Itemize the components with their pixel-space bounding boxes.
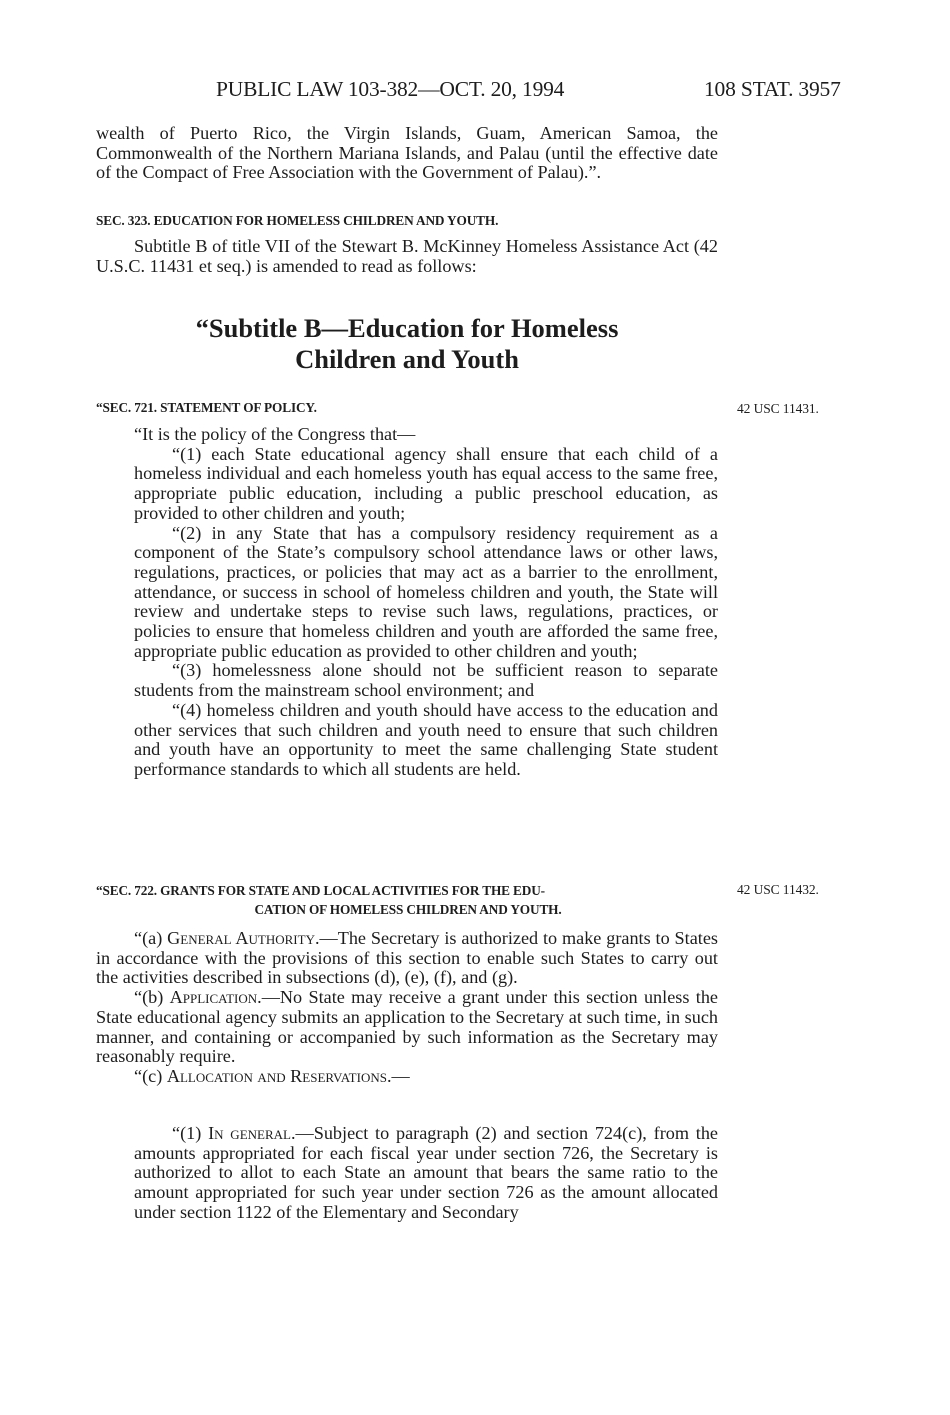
sec-721-heading: “SEC. 721. STATEMENT OF POLICY. — [96, 400, 317, 415]
sec-722-heading-line-2: CATION OF HOMELESS CHILDREN AND YOUTH. — [254, 902, 562, 917]
sec-722-body — [96, 929, 718, 1087]
sec-721-lead: “It is the policy of the Congress that— — [134, 424, 416, 444]
sec-722-c1-prefix: “(1) — [172, 1123, 209, 1143]
sec-722-heading — [96, 881, 720, 919]
intro-text: wealth of Puerto Rico, the Virgin Islands, Guam, American Samoa, the Commonwealth of the Northern Mariana Islands, and Palau (until the effective date of the Compact of Free Association with the Government of Palau).”. — [96, 123, 718, 183]
sec-722-margin-note: 42 USC 11432. — [737, 882, 819, 897]
sec-721-margin-note: 42 USC 11431. — [737, 401, 819, 416]
sec-722-c-caption: Allocation and Reservations — [166, 1065, 387, 1086]
sec-722-c1-text: .—Subject to paragraph (2) and section 724(c), from the amounts appropriated for each fiscal year under section 726, the Secretary is authorized to allot to each State an amount that bears the same ratio to the amount appropriated for such year under section 726 as the amount allocated under section 1122 of the Elementary and Secondary — [134, 1123, 719, 1222]
sec-721-item-2: “(2) in any State that has a compulsory residency requirement as a component of the State’s compulsory school attendance laws or other laws, regulations, practices, or policies that may act as a barrier to the enrollment, attendance, or success in school of homeless children and youth, the State will review and undertake steps to revise such laws, regulations, practices, or policies to ensure that homeless children and youth are afforded the same free, appropriate public education as provided to other children and youth; — [134, 522, 718, 661]
sec-721-body — [134, 425, 718, 780]
sec-722-c-text: .— — [386, 1065, 410, 1086]
intro-paragraph — [96, 124, 718, 183]
sec-722-paragraph-c1 — [134, 1124, 718, 1223]
sec-721-item-1: “(1) each State educational agency shall ensure that each child of a homeless individual and each homeless youth has equal access to the same free, appropriate public education, including a public preschool education, as provided to other children and youth; — [134, 443, 718, 523]
sec-722-subsection-b — [96, 988, 718, 1067]
sec-722-b-text: .—No State may receive a grant under this section unless the State educational agency submits an application to the Secretary at such time, in such manner, and containing or accompanied by such information as the Secretary may reasonably require. — [96, 987, 718, 1067]
sec-323-heading: SEC. 323. EDUCATION FOR HOMELESS CHILDREN AND YOUTH. — [96, 213, 499, 228]
sec-722-a-prefix: “(a) — [134, 928, 168, 948]
running-header-stat-page: 108 STAT. 3957 — [704, 77, 841, 101]
sec-722-c-prefix: “(c) — [134, 1065, 167, 1086]
sec-722-subsection-c — [96, 1067, 718, 1087]
running-header-title: PUBLIC LAW 103-382—OCT. 20, 1994 — [216, 77, 565, 101]
sec-722-c1-body — [134, 1124, 718, 1223]
sec-722-a-caption: General Authority — [167, 928, 315, 948]
sec-722-c1-caption: In general — [208, 1123, 291, 1143]
sec-721-item-4: “(4) homeless children and youth should have access to the education and other services that such children and youth need to ensure that such children and youth have an opportunity to meet the same challenging State student performance standards to which all students are held. — [134, 699, 718, 779]
sec-721-item-3: “(3) homelessness alone should not be sufficient reason to separate students from the mainstream school environment; and — [134, 660, 718, 701]
subtitle-heading — [96, 313, 718, 375]
sec-323-text: Subtitle B of title VII of the Stewart B. McKinney Homeless Assistance Act (42 U.S.C. 11431 et seq.) is amended to read as follows: — [96, 236, 718, 276]
sec-323-body — [96, 237, 718, 276]
sec-722-a-text: .—The Secretary is authorized to make grants to States in accordance with the provisions of this section to enable such States to carry out the activities described in subsections (d), (e), (f), and (g). — [96, 928, 718, 988]
subtitle-line-2: Children and Youth — [295, 344, 519, 374]
sec-722-b-prefix: “(b) — [134, 987, 170, 1008]
sec-722-heading-line-1: “SEC. 722. GRANTS FOR STATE AND LOCAL ACTIVITIES FOR THE EDU- — [96, 883, 545, 898]
sec-722-b-caption: Application — [169, 987, 258, 1008]
sec-722-subsection-a — [96, 929, 718, 988]
subtitle-line-1: “Subtitle B—Education for Homeless — [195, 313, 619, 343]
